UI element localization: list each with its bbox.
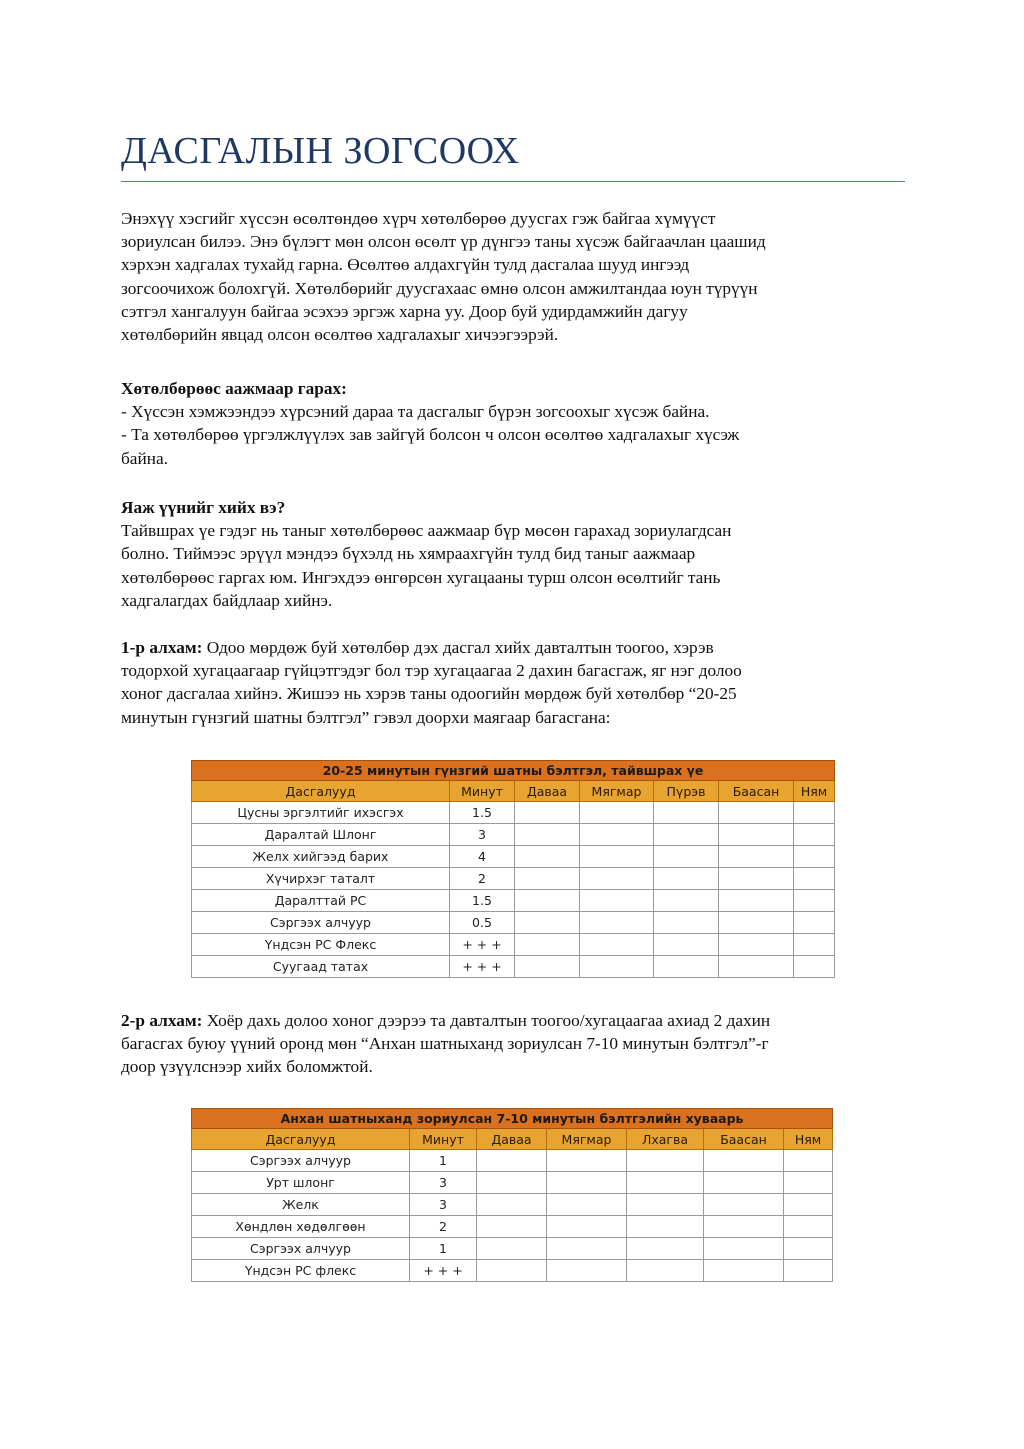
day-cell	[515, 802, 580, 824]
exercise-cell: Хөндлөн хөдөлгөөн	[192, 1216, 410, 1238]
how-heading: Яаж үүнийг хийх вэ?	[121, 498, 286, 517]
day-cell	[627, 1172, 704, 1194]
column-header: Дасгалууд	[192, 781, 450, 802]
minutes-cell: 1	[410, 1150, 477, 1172]
day-cell	[719, 934, 794, 956]
day-cell	[547, 1172, 627, 1194]
day-cell	[719, 912, 794, 934]
day-cell	[515, 956, 580, 978]
minutes-cell: 3	[410, 1194, 477, 1216]
title-underline	[121, 181, 905, 182]
day-cell	[515, 868, 580, 890]
exit-line: - Хүссэн хэмжээндээ хүрсэний дараа та дасгалыг бүрэн зогсоохыг хүсэж байна.	[121, 402, 710, 422]
exercise-cell: Желк	[192, 1194, 410, 1216]
step1-line: минутын гүнзгий шатны бэлтгэл” гэвэл доорхи маягаар багасгана:	[121, 707, 611, 727]
day-cell	[704, 1150, 784, 1172]
day-cell	[627, 1150, 704, 1172]
day-cell	[515, 824, 580, 846]
day-cell	[784, 1260, 833, 1282]
exercise-cell: Үндсэн РС флекс	[192, 1260, 410, 1282]
table-row	[192, 1260, 833, 1282]
how-section	[121, 496, 905, 612]
table-row	[192, 890, 835, 912]
column-header: Дасгалууд	[192, 1129, 410, 1150]
day-cell	[547, 1216, 627, 1238]
day-cell	[794, 802, 835, 824]
day-cell	[784, 1238, 833, 1260]
day-cell	[477, 1216, 547, 1238]
minutes-cell: 1.5	[450, 802, 515, 824]
intro-line: зориулсан билээ. Энэ бүлэгт мөн олсон өсөлт үр дүнгээ таны хүсэж байгаачлан цаашид	[121, 232, 766, 252]
exercise-cell: Үндсэн РС Флекс	[192, 934, 450, 956]
intro-line: хэрхэн хадгалах тухайд гарна. Өсөлтөө алдахгүйн тулд дасгалаа шууд ингээд	[121, 255, 690, 275]
day-cell	[547, 1260, 627, 1282]
column-header: Мягмар	[580, 781, 654, 802]
exercise-cell: Хүчирхэг таталт	[192, 868, 450, 890]
day-cell	[704, 1216, 784, 1238]
day-cell	[704, 1172, 784, 1194]
day-cell	[704, 1238, 784, 1260]
table-row	[192, 868, 835, 890]
day-cell	[515, 846, 580, 868]
intro-line: зогсоочихож болохгүй. Хөтөлбөрийг дуусгахаас өмнө олсон амжилтандаа юун түрүүн	[121, 278, 758, 298]
day-cell	[654, 846, 719, 868]
minutes-cell: 0.5	[450, 912, 515, 934]
day-cell	[784, 1216, 833, 1238]
day-cell	[627, 1260, 704, 1282]
column-header: Даваа	[515, 781, 580, 802]
step1-line: хоног дасгалаа хийнэ. Жишээ нь хэрэв таны одоогийн мөрдөж буй хөтөлбөр “20-25	[121, 684, 737, 704]
how-line: болно. Тиймээс эрүүл мэндээ бүхэлд нь хямраахгүйн тулд бид таныг аажмаар	[121, 544, 696, 564]
day-cell	[654, 956, 719, 978]
table-caption: 20-25 минутын гүнзгий шатны бэлтгэл, тайвшрах үе	[192, 761, 835, 781]
day-cell	[547, 1238, 627, 1260]
day-cell	[627, 1238, 704, 1260]
exercise-cell: Сэргээх алчуур	[192, 912, 450, 934]
day-cell	[477, 1238, 547, 1260]
intro-line: сэтгэл хангалуун байгаа эсэхээ эргэж харна уу. Доор буй удирдамжийн дагуу	[121, 301, 688, 321]
minutes-cell: 3	[450, 824, 515, 846]
intro-line: хөтөлбөрийн явцад олсон өсөлтөө хадгалахыг хичээгээрэй.	[121, 325, 559, 345]
table-row	[192, 1238, 833, 1260]
column-header: Минут	[410, 1129, 477, 1150]
exercise-cell: Даралттай РС	[192, 890, 450, 912]
exercise-cell: Цусны эргэлтийг ихэсгэх	[192, 802, 450, 824]
intro-line: Энэхүү хэсгийг хүссэн өсөлтөндөө хүрч хөтөлбөрөө дуусгах гэж байгаа хүмүүст	[121, 209, 716, 228]
minutes-cell: 1.5	[450, 890, 515, 912]
step1-line: тодорхой хугацаагаар гүйцэтгэдэг бол тэр хугацаагаа 2 дахин багасгаж, яг нэг долоо	[121, 661, 742, 681]
column-header: Баасан	[719, 781, 794, 802]
day-cell	[719, 890, 794, 912]
day-cell	[477, 1260, 547, 1282]
exit-line: - Та хөтөлбөрөө үргэлжлүүлэх зав зайгүй болсон ч олсон өсөлтөө хадгалахыг хүсэж	[121, 425, 740, 445]
day-cell	[515, 934, 580, 956]
day-cell	[580, 890, 654, 912]
step2-line: Хоёр дахь долоо хоног дээрээ та давталтын тоогоо/хугацаагаа ахиад 2 дахин	[202, 1011, 771, 1030]
day-cell	[784, 1172, 833, 1194]
exit-heading: Хөтөлбөрөөс аажмаар гарах:	[121, 379, 347, 398]
table-row	[192, 934, 835, 956]
table-row	[192, 824, 835, 846]
day-cell	[580, 956, 654, 978]
minutes-cell: + + +	[450, 956, 515, 978]
minutes-cell: + + +	[450, 934, 515, 956]
table-row	[192, 802, 835, 824]
day-cell	[477, 1194, 547, 1216]
how-line: хөтөлбөрөөс гаргах юм. Ингэхдээ өнгөрсөн хугацааны турш олсон өсөлтийг тань	[121, 567, 721, 587]
day-cell	[654, 802, 719, 824]
day-cell	[654, 890, 719, 912]
exercise-cell: Желх хийгээд барих	[192, 846, 450, 868]
intro-paragraph	[121, 207, 905, 346]
day-cell	[654, 934, 719, 956]
day-cell	[719, 846, 794, 868]
day-cell	[719, 824, 794, 846]
day-cell	[627, 1194, 704, 1216]
column-header: Ням	[794, 781, 835, 802]
day-cell	[794, 912, 835, 934]
day-cell	[515, 890, 580, 912]
column-header: Мягмар	[547, 1129, 627, 1150]
exercise-cell: Суугаад татах	[192, 956, 450, 978]
table-row	[192, 1150, 833, 1172]
step2-line: багасгах буюу үүний оронд мөн “Анхан шатныханд зориулсан 7-10 минутын бэлтгэл”-г	[121, 1034, 769, 1054]
table-row	[192, 1216, 833, 1238]
day-cell	[794, 846, 835, 868]
day-cell	[719, 802, 794, 824]
exercise-cell: Сэргээх алчуур	[192, 1238, 410, 1260]
day-cell	[580, 912, 654, 934]
day-cell	[654, 912, 719, 934]
day-cell	[794, 890, 835, 912]
minutes-cell: 3	[410, 1172, 477, 1194]
step2-paragraph	[121, 1009, 905, 1079]
table-row	[192, 956, 835, 978]
day-cell	[784, 1150, 833, 1172]
minutes-cell: 2	[450, 868, 515, 890]
day-cell	[477, 1150, 547, 1172]
day-cell	[515, 912, 580, 934]
minutes-cell: 2	[410, 1216, 477, 1238]
day-cell	[719, 956, 794, 978]
day-cell	[547, 1194, 627, 1216]
step1-label: 1-р алхам:	[121, 638, 203, 657]
day-cell	[547, 1150, 627, 1172]
how-line: Тайвшрах үе гэдэг нь таныг хөтөлбөрөөс аажмаар бүр мөсөн гарахад зориулагдсан	[121, 521, 732, 541]
minutes-cell: 1	[410, 1238, 477, 1260]
day-cell	[654, 824, 719, 846]
exit-line: байна.	[121, 448, 168, 468]
exercise-cell: Сэргээх алчуур	[192, 1150, 410, 1172]
day-cell	[580, 934, 654, 956]
column-header: Даваа	[477, 1129, 547, 1150]
minutes-cell: + + +	[410, 1260, 477, 1282]
day-cell	[794, 934, 835, 956]
step1-line: Одоо мөрдөж буй хөтөлбөр дэх дасгал хийх давталтын тоогоо, хэрэв	[202, 638, 714, 657]
day-cell	[580, 868, 654, 890]
day-cell	[794, 868, 835, 890]
day-cell	[627, 1216, 704, 1238]
column-header: Пүрэв	[654, 781, 719, 802]
table-row	[192, 1194, 833, 1216]
exercise-cell: Даралтай Шлонг	[192, 824, 450, 846]
day-cell	[477, 1172, 547, 1194]
day-cell	[654, 868, 719, 890]
table-row	[192, 912, 835, 934]
day-cell	[580, 824, 654, 846]
day-cell	[580, 846, 654, 868]
exercise-cell: Урт шлонг	[192, 1172, 410, 1194]
day-cell	[580, 802, 654, 824]
column-header: Лхагва	[627, 1129, 704, 1150]
column-header: Баасан	[704, 1129, 784, 1150]
how-line: хадгалагдах байдлаар хийнэ.	[121, 590, 333, 610]
table-row	[192, 846, 835, 868]
column-header: Ням	[784, 1129, 833, 1150]
step2-line: доор үзүүлснээр хийх боломжтой.	[121, 1057, 373, 1077]
day-cell	[719, 868, 794, 890]
warmup-table	[191, 760, 835, 978]
column-header: Минут	[450, 781, 515, 802]
day-cell	[794, 956, 835, 978]
page-title: ДАСГАЛЫН ЗОГСООХ	[121, 130, 520, 172]
table-row	[192, 1172, 833, 1194]
table-caption: Анхан шатныханд зориулсан 7-10 минутын бэлтгэлийн хуваарь	[192, 1109, 833, 1129]
step2-label: 2-р алхам:	[121, 1011, 203, 1030]
day-cell	[704, 1260, 784, 1282]
minutes-cell: 4	[450, 846, 515, 868]
beginner-table	[191, 1108, 833, 1282]
day-cell	[784, 1194, 833, 1216]
day-cell	[794, 824, 835, 846]
day-cell	[704, 1194, 784, 1216]
exit-section	[121, 377, 905, 470]
step1-paragraph	[121, 636, 905, 729]
